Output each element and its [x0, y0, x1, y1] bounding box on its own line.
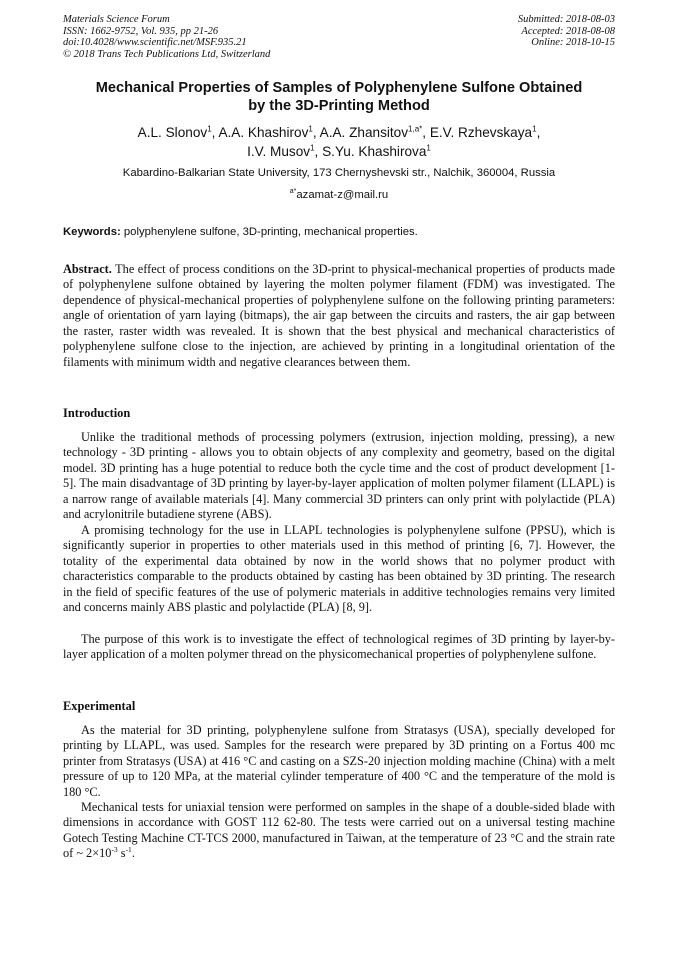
paper-title	[63, 80, 615, 115]
author-affil-mark: 1	[426, 142, 431, 152]
online-date: Online: 2018-10-15	[531, 37, 615, 49]
keywords	[63, 225, 615, 239]
email-address: azamat-z@mail.ru	[296, 189, 389, 201]
header-right	[518, 14, 615, 49]
affiliation: Kabardino-Balkarian State University, 173 Chernyshevski str., Nalchik, 360004, Russia	[122, 167, 556, 179]
author-line-2: I.V. Musov$^1$, S.Yu. Khashirova$^1$	[247, 142, 431, 159]
exponent: -3	[111, 845, 118, 855]
abstract-text: The effect of process conditions on the 3D-print to physical-mechanical properties of products made of polyphenylene sulfone obtained by layering the molten polymer filament (FDM) was investigated. The dependence of physical-mechanical properties of polyphenylene sulfone on the following printing parameters: angle of orientation of yarn laying (bitmaps), the air gap between the circuits and rasters, the air gap between the raster, raster width was revealed. It is shown that the best physical and mechanical characteristics of polyphenylene sulfone close to the injection, are achieved by printing in a longitudinal orientation of the filaments with minimum width and negative clearances between them.	[63, 262, 615, 369]
journal-name: Materials Science Forum	[63, 14, 170, 25]
author-name: A.L. Slonov	[137, 125, 208, 140]
exponent: -1	[125, 845, 132, 855]
author-affil-mark: 1	[310, 142, 315, 152]
accepted-date: Accepted: 2018-08-08	[521, 25, 615, 37]
section-heading-introduction: Introduction	[63, 406, 131, 420]
abstract-label: Abstract.	[63, 262, 112, 276]
title-line-1: Mechanical Properties of Samples of Polyphenylene Sulfone Obtained	[95, 80, 583, 96]
submitted-date: Submitted: 2018-08-03	[517, 14, 615, 25]
copyright-line: © 2018 Trans Tech Publications Ltd, Switzerland	[63, 48, 271, 60]
corresponding-email	[63, 188, 615, 202]
author-name: I.V. Musov	[247, 143, 311, 159]
email-mark: a*	[289, 188, 297, 196]
author-affil-mark: 1,a*	[408, 124, 423, 134]
author-line-1: A.L. Slonov$^1$, A.A. Khashirov$^1$, A.A. Zhansitov$^{1,a*}$, E.V. Rzhevskaya$^1$,	[137, 124, 541, 140]
header-left	[63, 14, 270, 60]
keywords-text: polyphenylene sulfone, 3D-printing, mechanical properties.	[120, 226, 418, 238]
author-affil-mark: 1	[207, 124, 212, 134]
author-name: A.A. Khashirov	[218, 125, 309, 140]
author-affil-mark: 1	[308, 124, 313, 134]
intro-paragraph-2: A promising technology for the use in LLAPL technologies is polyphenylene sulfone (PPSU), which is significantly superior in properties to other materials used in this method of printing [6, 7]. However, the totality of the experimental data obtained by now in the world shows that no polymer product with characteristics comparable to the products obtained by casting has been obtained by 3D printing. The research in the field of specific features of the use of polymeric materials in additive technologies remains very limited and concerns mainly ABS plastic and polylactide (PLA) [8, 9].	[63, 523, 615, 615]
intro-paragraph-3: The purpose of this work is to investigate the effect of technological regimes of 3D printing by layer-by-layer application of a molten polymer thread on the physicomechanical properties of polyphenylene sulfone.	[63, 632, 615, 662]
keywords-label: Keywords:	[63, 226, 121, 238]
author-affil-mark: 1	[532, 124, 537, 134]
intro-paragraph-1: Unlike the traditional methods of processing polymers (extrusion, injection molding, pressing), a new technology - 3D printing - allows you to obtain objects of any complexity and geometry, based on the digital model. 3D printing has a huge potential to reduce both the cycle time and the cost of product development [1-5]. The main disadvantage of 3D printing by layer-by-layer application of molten polymer filament (LLAPL) is a narrow range of available materials [4]. Many commercial 3D printers can only print with polylactide (PLA) and acrylonitrile butadiene styrene (ABS).	[63, 430, 615, 522]
author-name: E.V. Rzhevskaya	[429, 125, 533, 140]
experimental-paragraph-2: Mechanical tests for uniaxial tension were performed on samples in the shape of a double-sided blade with dimensions in accordance with GOST 112 62-80. The tests were carried out on a universal testing machine Gotech Testing Machine CT-TCS 2000, manufactured in Taiwan, at the temperature of 23 °C and the strain rate of ~ $2\times 10^{-3}$ $s^{-1}$.	[63, 800, 615, 861]
title-line-2: by the 3D-Printing Method	[248, 97, 430, 114]
author-name: S.Yu. Khashirova	[322, 143, 427, 159]
doi-line: doi:10.4028/www.scientific.net/MSF.935.21	[63, 37, 247, 49]
issn-line: ISSN: 1662-9752, Vol. 935, pp 21-26	[63, 25, 219, 37]
author-list	[63, 124, 615, 161]
author-name: A.A. Zhansitov	[319, 125, 409, 140]
section-heading-experimental: Experimental	[63, 699, 136, 713]
abstract	[63, 262, 615, 370]
experimental-paragraph-1: As the material for 3D printing, polyphenylene sulfone from Stratasys (USA), specially developed for printing by LLAPL, was used. Samples for the research were prepared by 3D printing on a Fortus 400 mc printer from Stratasys (USA) at 416 °C and casting on a SZS-20 injection molding machine (China) with a melt pressure of up to 120 MPa, at the material cylinder temperature of 400 °C and the temperature of the mold is 180 °C.	[63, 723, 615, 799]
